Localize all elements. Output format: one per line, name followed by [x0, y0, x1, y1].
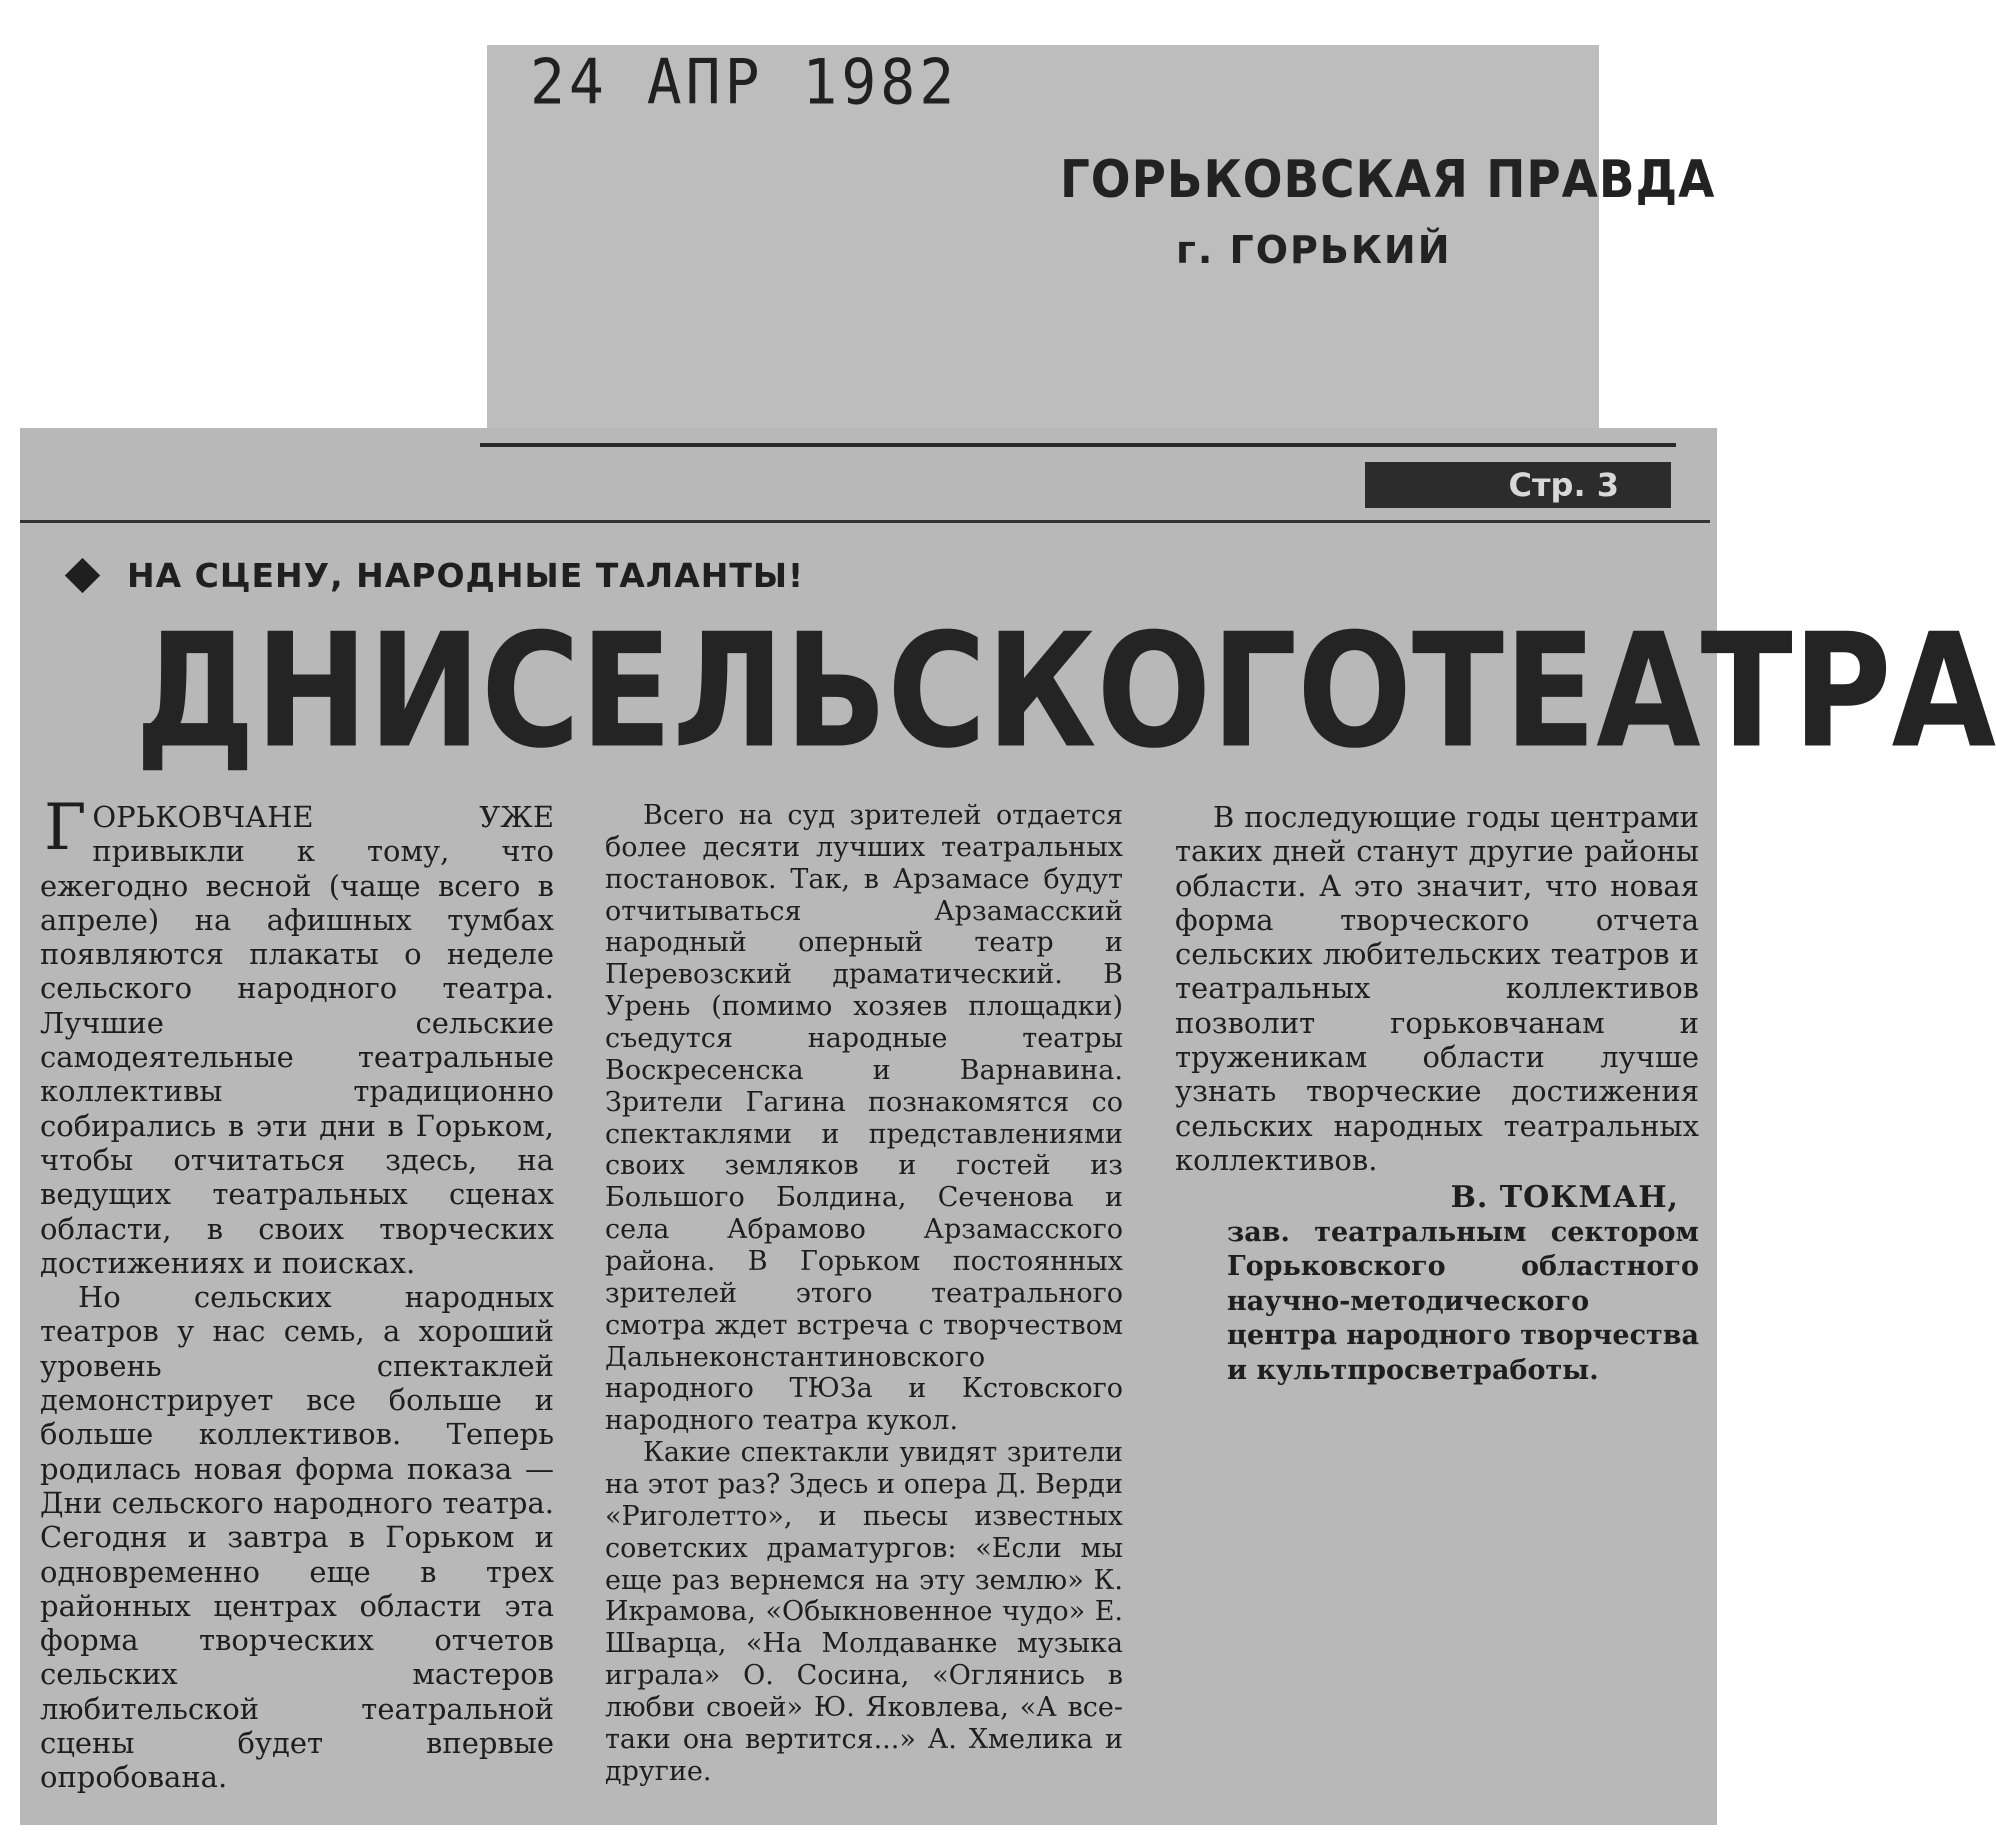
author-position: зав. театральным сектором Горьковского областного научно-методического центра народного творчества и культпросветработы. [1227, 1216, 1699, 1386]
paragraph-1-text: привыкли к тому, что ежегодно весной (чаще всего в апреле) на афишных тумбах появляются плакаты о неделе сельского народного театра. Лучшие сельские самодеятельные театральные коллективы традиционно собирались в эти дни в Горьком, чтобы отчитаться здесь, на ведущих театральных сценах области, в своих творческих достижениях и поисках. [40, 834, 554, 1280]
article-paragraph-4: Какие спектакли увидят зрители на этот раз? Здесь и опера Д. Верди «Риголетто», и пьесы известных советских драматургов: «Если мы еще раз вернемся на эту землю» К. Икрамова, «Обыкновенное чудо» Е. Шварца, «На Молдаванке музыка играла» О. Сосина, «Оглянись в любви своей» Ю. Яковлева, «А все-таки она вертится...» А. Хмелика и другие. [605, 1437, 1123, 1787]
lead-caps: ОРЬКОВЧАНЕ УЖЕ [92, 800, 554, 834]
drop-cap: Г [44, 791, 87, 865]
rubric [70, 556, 804, 595]
article-column-3 [1175, 800, 1699, 1388]
article-column-1 [40, 791, 554, 1795]
diamond-bullet-icon [65, 558, 100, 593]
page-number-badge: Стр. 3 [1365, 462, 1671, 508]
article-paragraph-1 [40, 791, 554, 1280]
headline-word-2: СЕЛЬСКОГО [481, 600, 1412, 784]
article-paragraph-5: В последующие годы центрами таких дней станут другие районы области. А это значит, что новая форма творческого отчета сельских любительских театров и театральных коллективов позволит горьковчанам и труженикам области лучше узнать творческие достижения сельских народных театральных коллективов. [1175, 800, 1699, 1177]
rubric-text: НА СЦЕНУ, НАРОДНЫЕ ТАЛАНТЫ! [127, 556, 805, 595]
headline [135, 600, 1996, 784]
top-rule [480, 443, 1676, 447]
headline-word-3: ТЕАТРА [1411, 600, 1996, 784]
page-header-rule [20, 520, 1710, 523]
newspaper-stamp: ГОРЬКОВСКАЯ ПРАВДА [1060, 150, 1716, 210]
headline-word-1: ДНИ [135, 600, 482, 784]
city-stamp: г. ГОРЬКИЙ [1176, 228, 1452, 272]
author-name: В. ТОКМАН, [1450, 1180, 1679, 1216]
article-column-2 [605, 800, 1123, 1788]
article-paragraph-2: Но сельских народных театров у нас семь, а хороший уровень спектаклей демонстрирует все больше и больше коллективов. Теперь родилась новая форма показа — Дни сельского народного театра. Сегодня и завтра в Горьком и одновременно еще в трех районных центрах области эта форма творческих отчетов сельских мастеров любительской театральной сцены будет впервые опробована. [40, 1280, 554, 1795]
article-paragraph-3: Всего на суд зрителей отдается более десяти лучших театральных постановок. Так, в Арзамасе будут отчитываться Арзамасский народный оперный театр и Перевозский драматический. В Урень (помимо хозяев площадки) съедутся народные театры Воскресенска и Варнавина. Зрители Гагина познакомятся со спектаклями и представлениями своих земляков и гостей из Большого Болдина, Сеченова и села Абрамово Арзамасского района. В Горьком постоянных зрителей этого театрального смотра ждет встреча с творчеством Дальнеконстантиновского народного ТЮЗа и Кстовского народного театра кукол. [605, 800, 1123, 1437]
date-stamp: 24 АПР 1982 [530, 45, 959, 119]
